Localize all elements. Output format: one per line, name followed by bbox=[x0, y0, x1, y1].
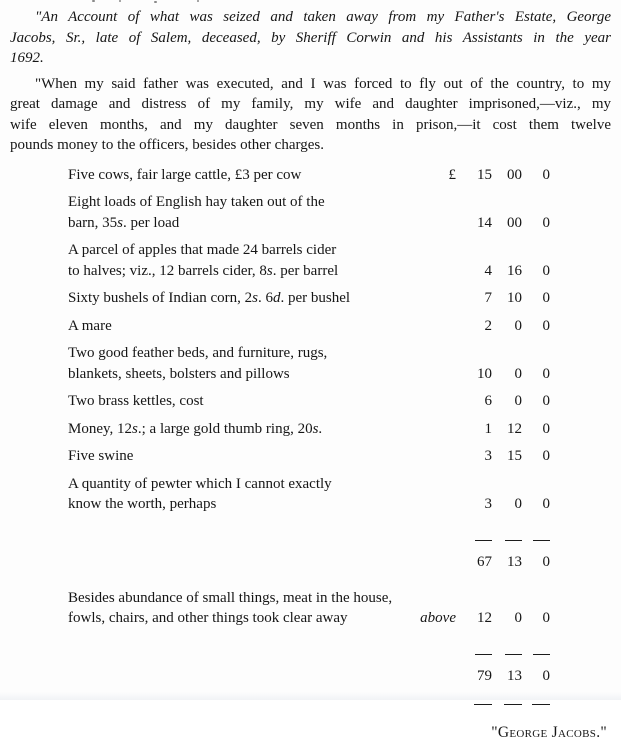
item-description bbox=[68, 588, 408, 629]
text-segment: Two good feather beds, and furniture, rugs, bbox=[68, 345, 328, 361]
amount-pence: 0 bbox=[542, 262, 550, 279]
amount-shillings bbox=[492, 529, 522, 550]
amount-pence bbox=[522, 529, 550, 550]
amount-pence: 0 bbox=[542, 496, 550, 512]
item-description bbox=[68, 391, 408, 412]
item-description bbox=[68, 288, 408, 309]
page-edge-artifact bbox=[154, 1, 157, 3]
text-line: "An Account of what was seized and taken away from my Father's Estate, George bbox=[35, 9, 611, 25]
ledger-row-item bbox=[68, 419, 550, 440]
description-line bbox=[68, 240, 408, 261]
amount-pounds: 4 bbox=[484, 262, 492, 279]
amount-pence: 0 bbox=[542, 668, 550, 684]
text-segment: s bbox=[132, 420, 138, 437]
ledger-row-item bbox=[68, 446, 550, 467]
page-edge-artifact bbox=[197, 0, 199, 2]
ledger-row-item bbox=[68, 165, 550, 186]
description-line bbox=[68, 261, 408, 282]
text-segment: A parcel of apples that made 24 barrels cider bbox=[68, 242, 337, 258]
text-segment: s bbox=[312, 420, 319, 437]
text-line: Jacobs, Sr., late of Salem, deceased, by Sheriff Corwin and his Assistants in the year bbox=[10, 29, 611, 46]
item-description bbox=[68, 192, 408, 233]
text-segment: d bbox=[273, 290, 281, 306]
description-line bbox=[68, 391, 408, 412]
ledger-row-rule bbox=[68, 529, 550, 550]
amount-pounds: 3 bbox=[484, 448, 492, 464]
amount-shillings: 15 bbox=[507, 448, 522, 464]
item-description bbox=[68, 165, 408, 186]
amount-pence: 0 bbox=[542, 554, 550, 570]
description-line bbox=[68, 213, 408, 234]
amount-pence: 0 bbox=[542, 290, 550, 306]
description-line bbox=[68, 588, 408, 609]
page-edge-artifact bbox=[119, 0, 121, 2]
amount-shillings: 16 bbox=[507, 262, 522, 279]
pound-sign: £ bbox=[448, 166, 456, 183]
text-segment: barn, 35 bbox=[68, 214, 118, 231]
amount-pence: 0 bbox=[542, 166, 550, 183]
amount-pounds bbox=[458, 643, 492, 664]
amount-pounds: 12 bbox=[477, 610, 492, 626]
item-description bbox=[68, 446, 408, 467]
sum-rule bbox=[533, 654, 550, 655]
text-segment: s bbox=[252, 290, 258, 306]
description-line bbox=[68, 192, 408, 213]
amount-pence: 0 bbox=[542, 448, 550, 464]
text-segment: . per load bbox=[123, 214, 180, 231]
ledger-row-item bbox=[68, 288, 550, 309]
text-segment: . bbox=[318, 420, 323, 437]
text-segment: Five swine bbox=[68, 448, 134, 464]
description-line bbox=[68, 608, 408, 629]
ledger-row-total bbox=[68, 552, 550, 573]
description-line bbox=[68, 474, 408, 495]
amount-shillings: 10 bbox=[507, 290, 522, 306]
amount-pounds: 67 bbox=[477, 554, 492, 570]
amount-pence: 0 bbox=[542, 365, 550, 382]
text-segment: blankets, sheets, bolsters and pillows bbox=[68, 365, 290, 382]
text-segment: Sixty bushels of Indian corn, 2 bbox=[68, 290, 253, 306]
item-description bbox=[68, 343, 408, 384]
ledger-row-item bbox=[68, 588, 550, 629]
amount-shillings bbox=[492, 643, 522, 664]
amount-pounds: 10 bbox=[477, 365, 492, 382]
text-line: pounds money to the officers, besides other charges. bbox=[10, 137, 324, 153]
text-segment: . 6 bbox=[258, 290, 273, 306]
sum-rule bbox=[475, 654, 492, 655]
text-segment: .; a large gold thumb ring, 20 bbox=[137, 420, 313, 437]
ledger-row-item bbox=[68, 192, 550, 233]
description-line bbox=[68, 316, 408, 337]
amount-pence: 0 bbox=[542, 317, 550, 334]
text-segment: s bbox=[117, 214, 123, 231]
text-segment: A mare bbox=[68, 317, 112, 334]
amount-shillings: 13 bbox=[507, 668, 522, 684]
amount-shillings: 0 bbox=[514, 610, 522, 626]
amount-shillings: 00 bbox=[507, 166, 522, 183]
ledger-row-item bbox=[68, 240, 550, 281]
text-line: wife eleven months, and my daughter seven months in prison,—it cost them twelve bbox=[10, 116, 611, 133]
amount-pence: 0 bbox=[542, 610, 550, 626]
item-description bbox=[68, 474, 408, 515]
ledger-row-item bbox=[68, 343, 550, 384]
text-segment: Five cows, fair large cattle, £3 per cow bbox=[68, 166, 302, 183]
amount-pence: 0 bbox=[542, 214, 550, 231]
above-note: above bbox=[420, 610, 456, 626]
amount-pounds: 2 bbox=[484, 317, 492, 334]
text-segment: Two brass kettles, cost bbox=[68, 393, 204, 409]
text-segment: . per barrel bbox=[272, 262, 339, 279]
amount-pounds: 7 bbox=[484, 290, 492, 306]
note-and-currency-cell bbox=[408, 608, 458, 629]
sum-rule bbox=[505, 540, 522, 541]
paragraph-2 bbox=[10, 74, 611, 156]
description-line bbox=[68, 419, 408, 440]
page-bottom-edge bbox=[0, 692, 621, 700]
ledger-row-item bbox=[68, 474, 550, 515]
ledger-row-item bbox=[68, 391, 550, 412]
text-segment: s bbox=[266, 262, 273, 279]
amount-pence: 0 bbox=[542, 420, 550, 437]
text-segment: to halves; viz., 12 barrels cider, 8 bbox=[68, 262, 267, 279]
amount-pence: 0 bbox=[542, 393, 550, 409]
description-line bbox=[68, 364, 408, 385]
amount-shillings: 0 bbox=[514, 317, 522, 334]
text-line: 1692. bbox=[10, 50, 44, 66]
item-description bbox=[68, 419, 408, 440]
text-segment: . per bushel bbox=[280, 290, 351, 306]
amount-pounds: 6 bbox=[484, 393, 492, 409]
sum-rule bbox=[475, 540, 492, 541]
text-line: great damage and distress of my family, my wife and daughter imprisoned,—viz., my bbox=[10, 96, 611, 112]
text-segment: know the worth, perhaps bbox=[68, 496, 217, 512]
description-line bbox=[68, 494, 408, 515]
amount-shillings: 00 bbox=[507, 214, 522, 231]
ledger-row-total bbox=[68, 666, 550, 687]
text-segment: Besides abundance of small things, meat in the house, bbox=[68, 589, 393, 606]
sum-rule bbox=[505, 654, 522, 655]
amount-shillings: 0 bbox=[514, 496, 522, 512]
amount-shillings: 13 bbox=[507, 554, 522, 570]
text-line: "When my said father was executed, and I was forced to fly out of the country, to my bbox=[35, 75, 611, 92]
amount-pence bbox=[522, 643, 550, 664]
description-line bbox=[68, 343, 408, 364]
amount-pounds: 3 bbox=[484, 496, 492, 512]
signature: "George Jacobs." bbox=[491, 724, 607, 741]
ledger-row-rule bbox=[68, 643, 550, 664]
page-edge-artifact bbox=[92, 0, 95, 2]
text-segment: Money, 12 bbox=[68, 420, 133, 437]
description-line bbox=[68, 288, 408, 309]
amount-pounds bbox=[458, 529, 492, 550]
ledger-row-item bbox=[68, 316, 550, 337]
amount-shillings: 0 bbox=[514, 393, 522, 409]
amount-pounds: 14 bbox=[477, 214, 492, 231]
amount-shillings: 12 bbox=[507, 420, 522, 437]
seizure-ledger bbox=[10, 165, 611, 712]
text-segment: fowls, chairs, and other things took clear away bbox=[68, 610, 348, 626]
body-paragraphs bbox=[10, 7, 611, 156]
sum-rule bbox=[533, 540, 550, 541]
text-segment: A quantity of pewter which I cannot exactly bbox=[68, 475, 332, 492]
item-description bbox=[68, 316, 408, 337]
amount-shillings: 0 bbox=[514, 365, 522, 382]
amount-pounds: 15 bbox=[477, 166, 492, 183]
note-and-currency-cell bbox=[408, 165, 458, 186]
amount-pounds: 1 bbox=[484, 420, 492, 437]
text-segment: Eight loads of English hay taken out of the bbox=[68, 194, 325, 210]
paragraph-1 bbox=[10, 7, 611, 69]
item-description bbox=[68, 240, 408, 281]
amount-pounds: 79 bbox=[477, 668, 492, 684]
description-line bbox=[68, 446, 408, 467]
description-line bbox=[68, 165, 408, 186]
